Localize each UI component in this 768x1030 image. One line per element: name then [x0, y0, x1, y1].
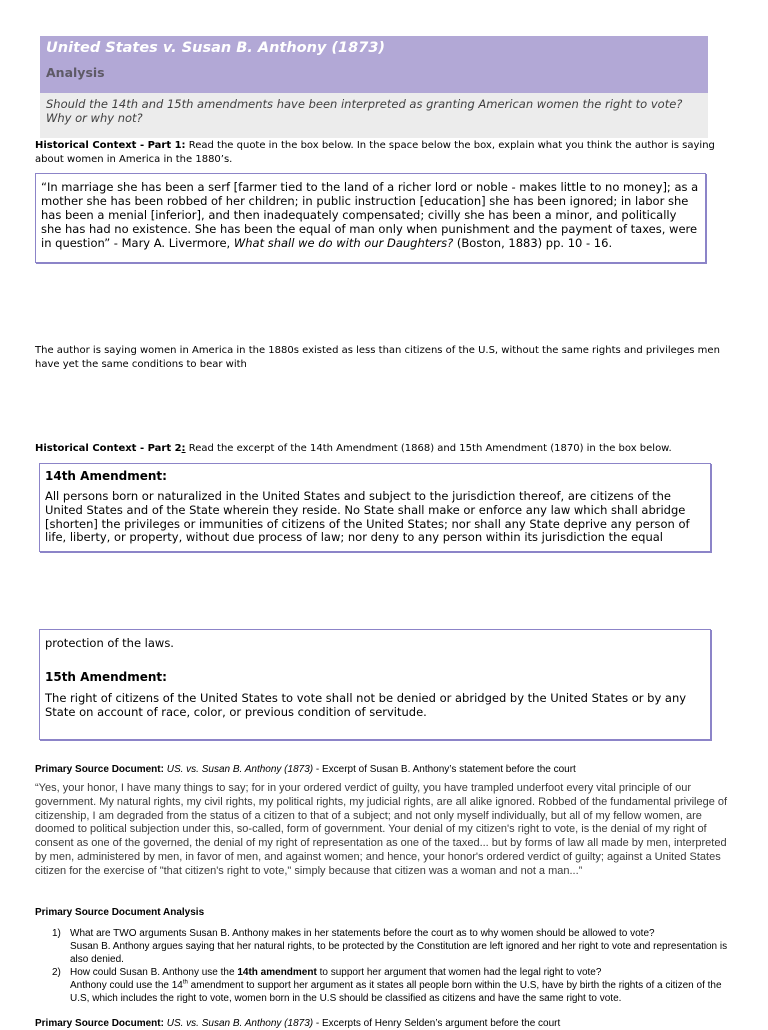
answer-2-start: Anthony could use the 14 [70, 980, 183, 991]
answer-2[interactable] [70, 979, 735, 1005]
amendment14-heading: 14th Amendment: [45, 469, 167, 483]
primary-source-2-desc: - Excerpts of Henry Selden’s argument before the court [315, 1018, 561, 1029]
amendment15-text: The right of citizens of the United States to vote shall not be denied or abridged by the United States or by any State on account of race, color, or previous condition of servitude. [45, 691, 687, 719]
document-subtitle: Analysis [46, 65, 105, 80]
question-2-text-end: to support her argument that women had the legal right to vote? [319, 967, 602, 978]
primary-source-1-header [35, 763, 755, 776]
context-part2-instruction: Read the excerpt of the 14th Amendment (1868) and 15th Amendment (1870) in the box below. [188, 443, 672, 454]
question-2-text-start: How could Susan B. Anthony use the [70, 967, 235, 978]
question-2-bold: 14th amendment [237, 967, 317, 978]
amendment15-heading: 15th Amendment: [45, 670, 167, 684]
document-title: United States v. Susan B. Anthony (1873) [46, 40, 386, 56]
amendment15-box [39, 629, 711, 740]
livermore-quote: “In marriage she has been a serf [farmer tied to the land of a richer lord or noble - makes little to no money]; as a mother she has been robbed of her children; in public instruction [education] she has been ignored; in labor she has been a menial [inferior], and then inadequately compensated; civilly she has been a minor, and politically she has had no existence. She has been the equal of man only when punishment and the payment of taxes, were in question” - Mary A. Livermore, [41, 180, 699, 250]
primary-source-2-title: US. vs. Susan B. Anthony (1873) [166, 1018, 314, 1029]
answer-2-end: amendment to support her argument as it states all people born within the U.S, have by birth the rights of a citizen of the U.S, which includes the right to vote, women born in the U.S should be classified as citizens and have the same right to vote. [70, 980, 722, 1004]
context-part1-label: Historical Context - Part 1: [35, 140, 186, 151]
question-2-number: 2) [52, 967, 61, 978]
question-2-text [70, 966, 735, 979]
essential-question: Should the 14th and 15th amendments have been interpreted as granting American women the right to vote? Why or why not? [46, 97, 683, 125]
anthony-statement-quote: “Yes, your honor, I have many things to say; for in your ordered verdict of guilty, you have trampled underfoot every vital principle of our government. My natural rights, my civil rights, my political rights, my judicial rights, are all alike ignored. Robbed of the fundamental privilege of citizenship, I am degraded from the status of a citizen to that of a subject; and not only myself individually, but all of my fellow women, are doomed to political subjection under this, so-called, form of government. Your denial of my citizen's right to vote, is the denial of my right of consent as one of the governed, the denial of my right of representation as one of the taxed... but by forms of law all made by men, interpreted by men, administered by men, in favor of men, and against women; and hence, your honor's ordered verdict of guilty; against a United States citizen for the exercise of "that citizen's right to vote," simply because that citizen was a woman and not a man...” [35, 782, 728, 877]
primary-source-1-label: Primary Source Document: [35, 764, 164, 775]
context-part1-instruction: Read the quote in the box below. In the space below the box, explain what you think the author is saying about women in America in the 1880’s. [35, 140, 715, 165]
question-1-text: What are TWO arguments Susan B. Anthony makes in her statements before the court as to why women should be allowed to vote? [70, 928, 655, 939]
context-part2-label: Historical Context - Part 2 [35, 443, 182, 454]
question-2 [35, 966, 735, 1005]
primary-source-1-title: US. vs. Susan B. Anthony (1873) [166, 764, 314, 775]
livermore-quote-box [35, 173, 706, 263]
amendment14-continued: protection of the laws. [45, 636, 174, 650]
quote-source-title: What shall we do with our Daughters? [233, 236, 454, 250]
answer-1[interactable]: Susan B. Anthony argues saying that her natural rights, to be protected by the Constitution are left ignored and her right to vote and representation is also denied. [70, 941, 728, 965]
primary-source-2-label: Primary Source Document: [35, 1018, 164, 1029]
answer-2-superscript: th [182, 979, 188, 986]
quote-source-details: (Boston, 1883) pp. 10 - 16. [456, 236, 613, 250]
analysis-questions [35, 927, 735, 1005]
context-part2-label-colon: : [181, 443, 186, 454]
context-part1-instructions [35, 139, 735, 166]
context-part1-answer[interactable]: The author is saying women in America in the 1880s existed as less than citizens of the U.S, without the same rights and privileges men have yet the same conditions to bear with [35, 345, 720, 370]
context-part2-instructions [35, 442, 735, 456]
amendment14-text: All persons born or naturalized in the United States and subject to the jurisdiction thereof, are citizens of the United States and of the State wherein they reside. No State shall make or enforce any law which shall abridge [shorten] the privileges or immunities of citizens of the United States; nor shall any State deprive any person of life, liberty, or property, without due process of law; nor deny to any person within its jurisdiction the equal [45, 489, 690, 545]
question-1 [35, 927, 735, 966]
amendment14-box [39, 463, 711, 552]
analysis-heading: Primary Source Document Analysis [35, 907, 205, 918]
question-1-number: 1) [52, 928, 61, 939]
primary-source-1-desc: - Excerpt of Susan B. Anthony’s statement before the court [315, 764, 576, 775]
